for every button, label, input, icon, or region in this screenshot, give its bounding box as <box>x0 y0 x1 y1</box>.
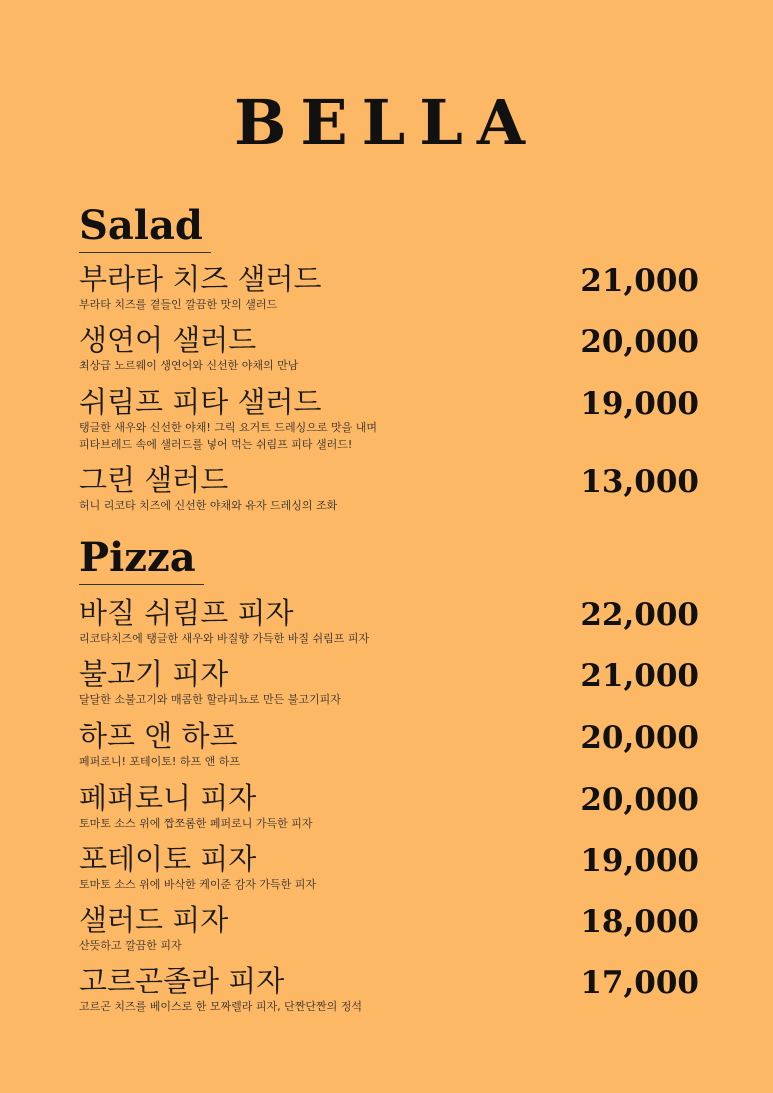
item-name: 하프 앤 하프 <box>79 719 238 753</box>
menu-item <box>79 903 699 954</box>
item-description: 페퍼로니! 포테이토! 하프 앤 하프 <box>79 755 240 768</box>
menu-item <box>79 323 699 374</box>
item-name: 바질 쉬림프 피자 <box>79 596 294 630</box>
menu-item <box>79 842 699 893</box>
item-price: 19,000 <box>580 386 699 422</box>
item-description: 고르곤 치즈를 베이스로 한 모짜렐라 피자, 단짠단짠의 정석 <box>79 1000 362 1013</box>
item-name: 샐러드 피자 <box>79 903 229 937</box>
item-name: 그린 샐러드 <box>79 463 229 497</box>
item-price: 17,000 <box>580 965 699 1001</box>
item-name: 생연어 샐러드 <box>79 323 257 357</box>
section-title-pizza: Pizza <box>79 534 204 585</box>
item-description: 부라타 치즈를 곁들인 깔끔한 맛의 샐러드 <box>79 298 278 311</box>
item-description: 피타브레드 속에 샐러드를 넣어 먹는 쉬림프 피타 샐러드! <box>79 438 353 451</box>
item-price: 20,000 <box>580 720 699 756</box>
item-description: 토마토 소스 위에 짭쪼롬한 페퍼로니 가득한 피자 <box>79 817 313 830</box>
item-name: 고르곤졸라 피자 <box>79 964 285 998</box>
item-name: 쉬림프 피타 샐러드 <box>79 385 322 419</box>
menu-item <box>79 385 699 453</box>
item-price: 21,000 <box>580 658 699 694</box>
menu-item <box>79 964 699 1015</box>
item-description: 허니 리코타 치즈에 신선한 야채와 유자 드레싱의 조화 <box>79 499 338 512</box>
menu-item <box>79 657 699 708</box>
item-name: 불고기 피자 <box>79 657 229 691</box>
menu-item <box>79 719 699 770</box>
item-description: 최상급 노르웨이 생연어와 신선한 야채의 만남 <box>79 359 299 372</box>
item-price: 20,000 <box>580 324 699 360</box>
item-description: 달달한 소불고기와 매콤한 할라피뇨로 만든 불고기피자 <box>79 693 341 706</box>
item-name: 페퍼로니 피자 <box>79 781 257 815</box>
item-description: 토마토 소스 위에 바삭한 케이준 감자 가득한 피자 <box>79 878 316 891</box>
item-description: 산뜻하고 깔끔한 피자 <box>79 939 182 952</box>
item-price: 19,000 <box>580 843 699 879</box>
item-price: 18,000 <box>580 904 699 940</box>
menu-item <box>79 596 699 647</box>
menu-item <box>79 463 699 514</box>
item-name: 부라타 치즈 샐러드 <box>79 262 322 296</box>
item-price: 21,000 <box>580 263 699 299</box>
item-price: 20,000 <box>580 782 699 818</box>
restaurant-name: BELLA <box>234 86 539 159</box>
item-description: 탱글한 새우와 신선한 야채! 그릭 요거트 드레싱으로 맛을 내며 <box>79 421 378 434</box>
menu-item <box>79 781 699 832</box>
item-name: 포테이토 피자 <box>79 842 257 876</box>
item-price: 13,000 <box>580 464 699 500</box>
section-title-salad: Salad <box>79 202 211 253</box>
menu-item <box>79 262 699 313</box>
item-description: 리코타치즈에 탱글한 새우와 바질향 가득한 바질 쉬림프 피자 <box>79 632 370 645</box>
item-price: 22,000 <box>580 597 699 633</box>
